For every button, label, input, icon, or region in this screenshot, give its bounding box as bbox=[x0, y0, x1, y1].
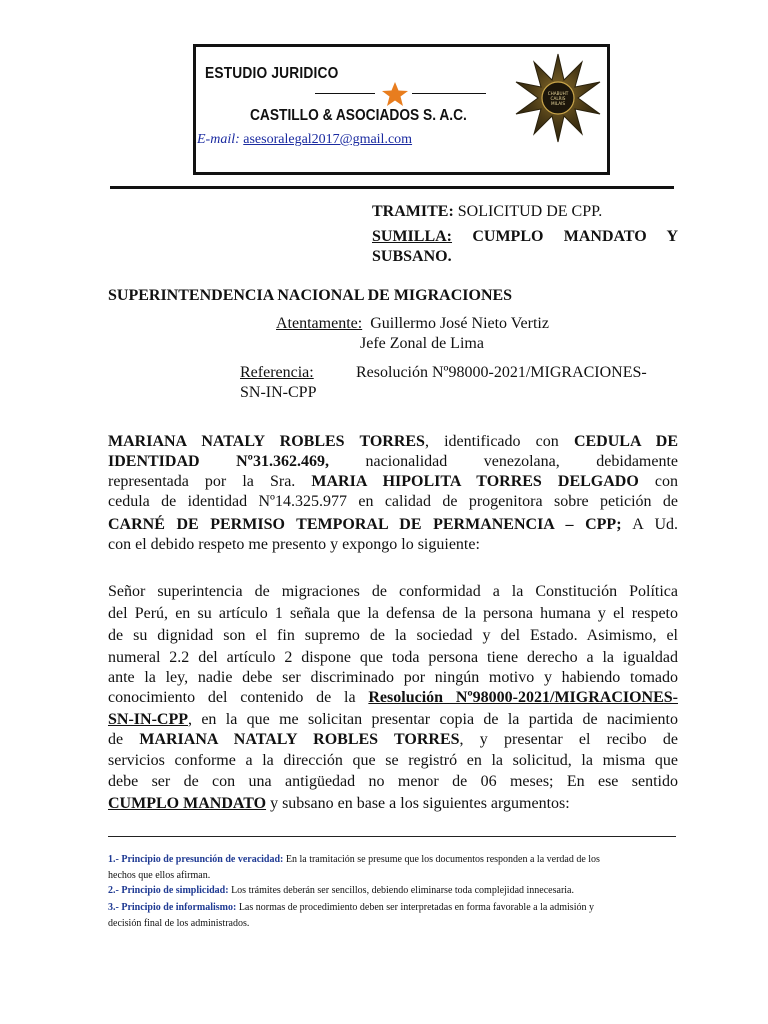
firm-name: ESTUDIO JURIDICO bbox=[205, 65, 339, 82]
letterhead-divider-left bbox=[315, 93, 375, 94]
star-icon bbox=[382, 82, 408, 106]
para2-line6: conocimiento del contenido de la Resolución Nº98000-2021/MIGRACIONES- bbox=[108, 689, 678, 706]
tramite-value: SOLICITUD DE CPP. bbox=[457, 203, 603, 220]
svg-text:CHABUHT: CHABUHT bbox=[547, 91, 569, 96]
para2-line7: SN-IN-CPP, en la que me solicitan presentar copia de la partida de nacimiento bbox=[108, 711, 678, 728]
para2-line1: Señor superintencia de migraciones de conformidad a la Constitución Política bbox=[108, 583, 678, 600]
para2-line4: numeral 2.2 del artículo 2 dispone que toda persona tiene derecho a la igualdad bbox=[108, 649, 678, 666]
para2-line5: ante la ley, nadie debe ser discriminado por ningún motivo y habiendo tomado bbox=[108, 669, 678, 686]
atentamente-label: Atentamente: bbox=[276, 315, 363, 332]
letterhead-divider-right bbox=[412, 93, 486, 94]
referencia-label: Referencia: bbox=[240, 364, 314, 381]
svg-text:MILAIS: MILAIS bbox=[550, 101, 566, 106]
position-title: Jefe Zonal de Lima bbox=[360, 335, 484, 352]
referencia-value-line1: Resolución Nº98000-2021/MIGRACIONES- bbox=[356, 364, 647, 381]
footnote-rule bbox=[108, 836, 676, 837]
atentamente-line bbox=[276, 314, 549, 334]
para2-line11: CUMPLO MANDATO y subsano en base a los siguientes argumentos: bbox=[108, 795, 570, 812]
para2-line3: de su dignidad son el fin supremo de la sociedad y del Estado. Asimismo, el bbox=[108, 627, 678, 644]
email-link[interactable]: asesoralegal2017@gmail.com bbox=[243, 132, 413, 147]
para1-line2: IDENTIDAD Nº31.362.469, nacionalidad venezolana, debidamente bbox=[108, 453, 679, 470]
para1-line4: cedula de identidad Nº14.325.977 en calidad de progenitora sobre petición de bbox=[108, 493, 678, 510]
sumilla-line1 bbox=[372, 227, 678, 247]
footnote-2: 2.- Principio de simplicidad: Los trámites deberán ser sencillos, debiendo eliminarse toda complejidad innecesaria. bbox=[108, 885, 574, 896]
footnote-1: 1.- Principio de presunción de veracidad: En la tramitación se presume que los documentos responden a la verdad de los hechos que ellos afirman. bbox=[108, 854, 600, 881]
para1-line5: CARNÉ DE PERMISO TEMPORAL DE PERMANENCIA – CPP; A Ud. bbox=[108, 516, 679, 533]
footnote-3: 3.- Principio de informalismo: Las normas de procedimiento deben ser interpretadas en forma favorable a la admisión y decisión final de los administrados. bbox=[108, 902, 594, 929]
atentamente-name: Guillermo José Nieto Vertiz bbox=[370, 315, 549, 332]
seal-logo-icon bbox=[512, 52, 604, 144]
para2-line10: debe ser de con una antigüedad no menor de 06 meses; En ese sentido bbox=[108, 773, 678, 790]
tramite-label: TRAMITE: bbox=[372, 203, 454, 220]
header-rule bbox=[110, 186, 674, 189]
para2-line8: de MARIANA NATALY ROBLES TORRES, y presentar el recibo de bbox=[108, 731, 678, 748]
sumilla-label: SUMILLA: bbox=[372, 228, 453, 245]
sumilla-value-line2: SUBSANO. bbox=[372, 248, 452, 265]
email-line bbox=[197, 132, 412, 148]
para1-line6: con el debido respeto me presento y expongo lo siguiente: bbox=[108, 536, 480, 553]
institution-name: SUPERINTENDENCIA NACIONAL DE MIGRACIONES bbox=[108, 287, 513, 304]
para2-line9: servicios conforme a la dirección que se registró en la solicitud, la misma que bbox=[108, 752, 678, 769]
referencia-value-line2: SN-IN-CPP bbox=[240, 384, 317, 401]
sumilla-value-line1: CUMPLO MANDATO Y bbox=[472, 228, 679, 245]
para2-line2: del Perú, en su artículo 1 señala que la defensa de la persona humana y el respeto bbox=[108, 605, 678, 622]
firm-company: CASTILLO & ASOCIADOS S. A.C. bbox=[250, 107, 467, 124]
para1-line3: representada por la Sra. MARIA HIPOLITA TORRES DELGADO con bbox=[108, 473, 678, 490]
tramite-line bbox=[372, 202, 602, 222]
email-label: E-mail: bbox=[197, 132, 240, 147]
para1-line1: MARIANA NATALY ROBLES TORRES, identificado con CEDULA DE bbox=[108, 433, 678, 450]
svg-text:CALRIS: CALRIS bbox=[550, 96, 566, 101]
